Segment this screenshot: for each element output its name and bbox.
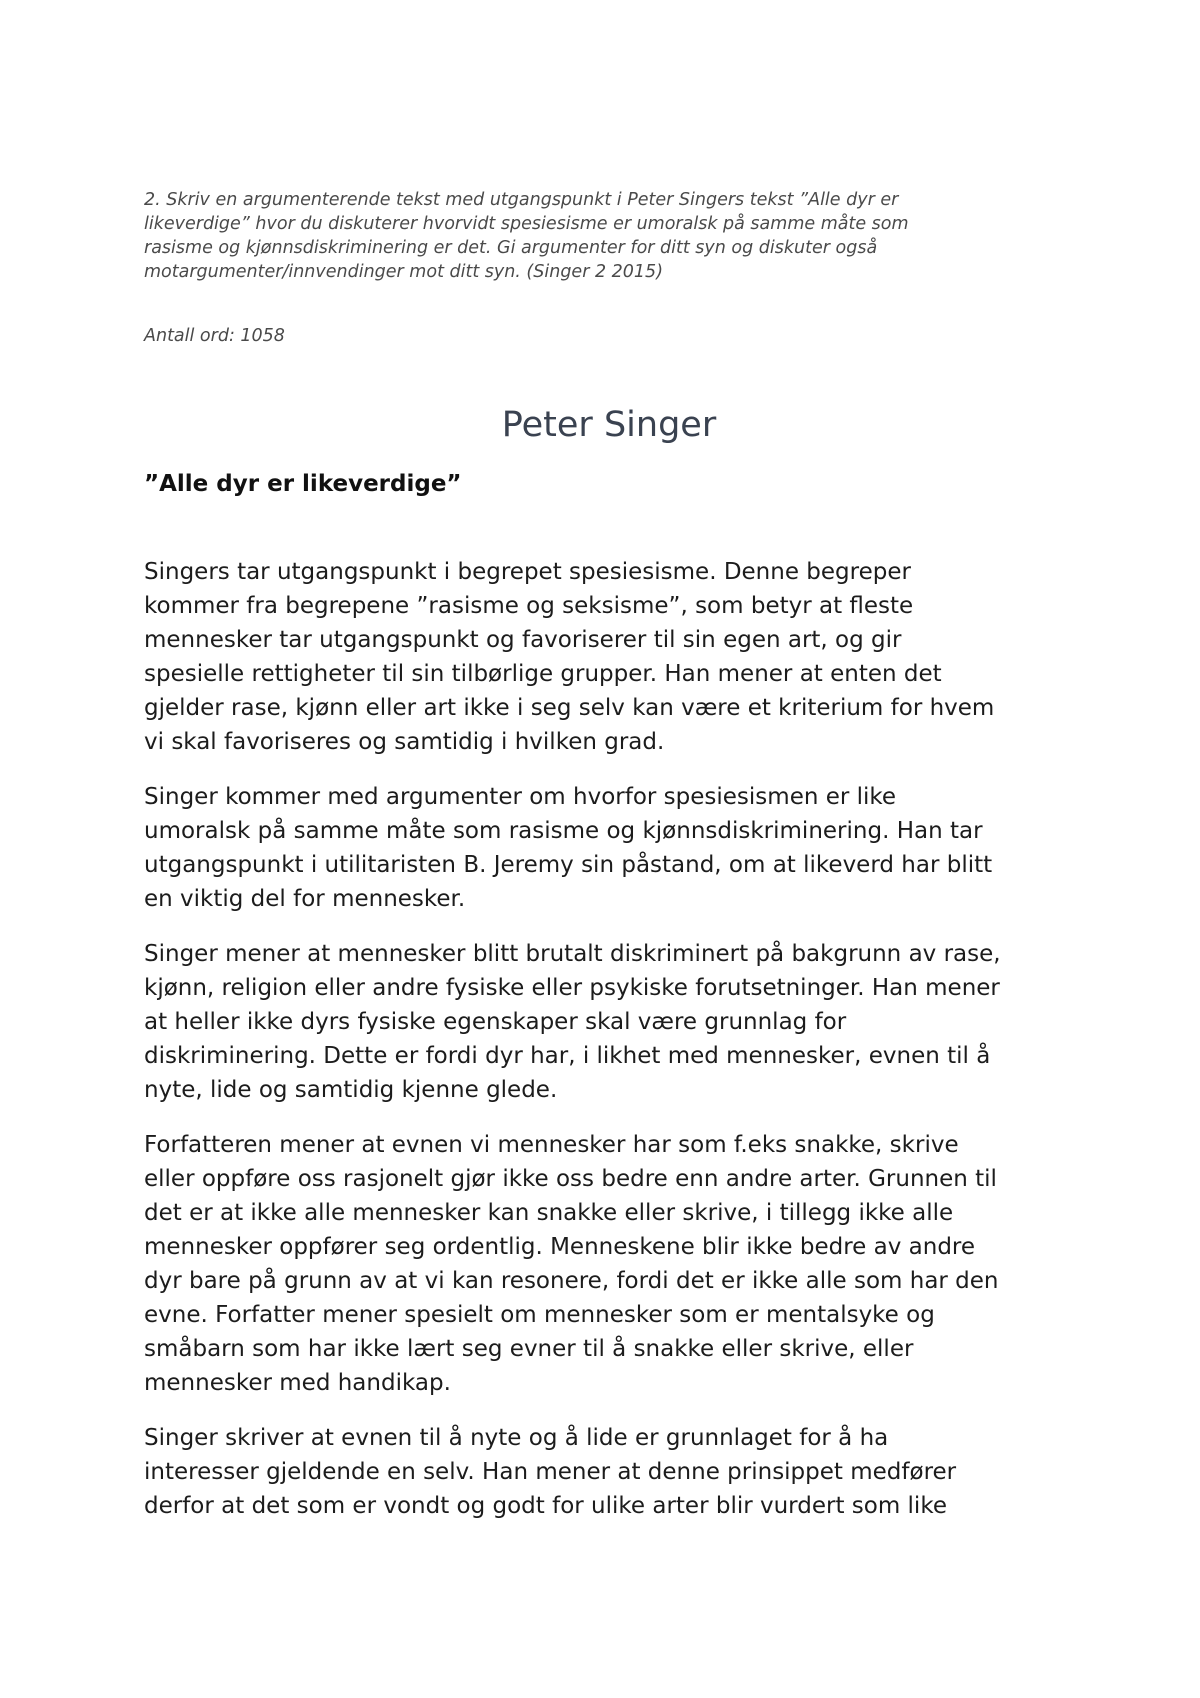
word-count: Antall ord: 1058 (144, 326, 285, 346)
document-subtitle: ”Alle dyr er likeverdige” (144, 471, 462, 497)
document-content (144, 188, 1074, 1544)
paragraph-4: Forfatteren mener at evnen vi mennesker har som f.eks snakke, skrive eller oppføre oss rasjonelt gjør ikke oss bedre enn andre arter. Grunnen til det er at ikke alle mennesker kan snakke eller skrive, i tillegg ikke alle mennesker oppfører seg ordentlig. Menneskene blir ikke bedre av andre dyr bare på grunn av at vi kan resonere, fordi det er ikke alle som har den evne. Forfatter mener spesielt om mennesker som er mentalsyke og småbarn som har ikke lært seg evner til å snakke eller skrive, eller mennesker med handikap. (144, 1132, 999, 1396)
paragraph-3: Singer mener at mennesker blitt brutalt diskriminert på bakgrunn av rase, kjønn, religion eller andre fysiske eller psykiske forutsetninger. Han mener at heller ikke dyrs fysiske egenskaper skal være grunnlag for diskriminering. Dette er fordi dyr har, i likhet med mennesker, evnen til å nyte, lide og samtidig kjenne glede. (144, 941, 1001, 1103)
paragraph-5: Singer skriver at evnen til å nyte og å lide er grunnlaget for å ha interesser gjeldende en selv. Han mener at denne prinsippet medfører derfor at det som er vondt og godt for ulike arter blir vurdert som like (144, 1425, 957, 1519)
body-text (144, 555, 1074, 1523)
paragraph-2: Singer kommer med argumenter om hvorfor spesiesismen er like umoralsk på samme måte som rasisme og kjønnsdiskriminering. Han tar utgangspunkt i utilitaristen B. Jeremy sin påstand, om at likeverd har blitt en viktig del for mennesker. (144, 784, 993, 912)
document-title: Peter Singer (501, 405, 717, 445)
assignment-text: 2. Skriv en argumenterende tekst med utgangspunkt i Peter Singers tekst ”Alle dyr er likeverdige” hvor du diskuterer hvorvidt spesiesisme er umoralsk på samme måte som rasisme og kjønnsdiskriminering er det. Gi argumenter for ditt syn og diskuter også motargumenter/innvendinger mot ditt syn. (Singer 2 2015) (144, 190, 909, 282)
paragraph-1: Singers tar utgangspunkt i begrepet spesiesisme. Denne begreper kommer fra begrepene ”rasisme og seksisme”, som betyr at fleste mennesker tar utgangspunkt og favoriserer til sin egen art, og gir spesielle rettigheter til sin tilbørlige grupper. Han mener at enten det gjelder rase, kjønn eller art ikke i seg selv kan være et kriterium for hvem vi skal favoriseres og samtidig i hvilken grad. (144, 559, 995, 755)
